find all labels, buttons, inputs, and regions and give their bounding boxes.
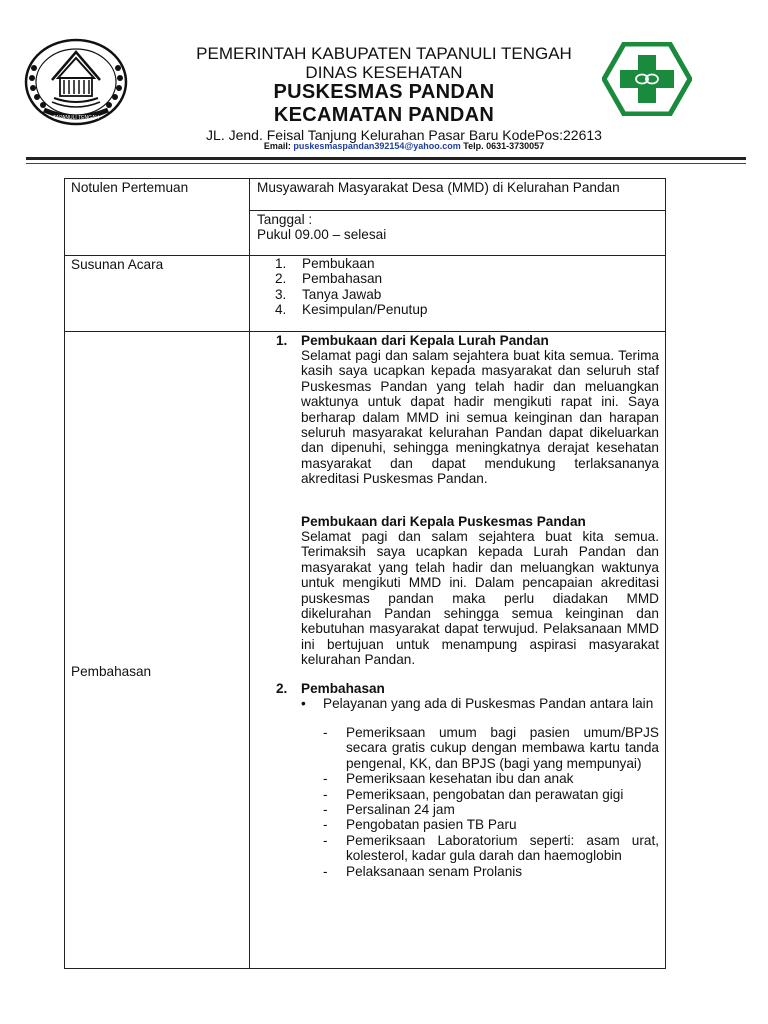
agenda-text: Pembahasan bbox=[302, 271, 383, 287]
services-intro: Pelayanan yang ada di Puskesmas Pandan antara lain bbox=[323, 696, 654, 711]
emblem-text: TAPANULI TENGAH bbox=[53, 115, 99, 121]
service-text: Pelaksanaan senam Prolanis bbox=[346, 863, 523, 879]
dash-icon: - bbox=[323, 802, 328, 818]
section1b-title: Pembukaan dari Kepala Puskesmas Pandan bbox=[301, 514, 586, 529]
service-text: Pemeriksaan kesehatan ibu dan anak bbox=[346, 771, 574, 787]
service-text: Pemeriksaan Laboratorium seperti: asam urat, kolesterol, kadar gula darah dan haemoglobin bbox=[346, 832, 659, 864]
service-text: Pemeriksaan umum bagi pasien umum/BPJS secara gratis cukup dengan membawa kartu tanda pengenal, KK, dan BPJS (bagi yang mempunyai) bbox=[346, 725, 659, 771]
table-divider-title bbox=[249, 210, 666, 211]
agenda-text: Pembukaan bbox=[302, 256, 375, 271]
meeting-time: Pukul 09.00 – selesai bbox=[257, 227, 387, 242]
section1-title: Pembukaan dari Kepala Lurah Pandan bbox=[301, 333, 549, 348]
agenda-list bbox=[275, 256, 427, 318]
dash-icon: - bbox=[323, 771, 328, 787]
section2-number: 2. bbox=[276, 681, 288, 696]
label-pembahasan: Pembahasan bbox=[71, 664, 152, 679]
dash-icon: - bbox=[323, 725, 328, 740]
list-item bbox=[323, 802, 659, 817]
list-item bbox=[323, 725, 659, 771]
header-address: JL. Jend. Feisal Tanjung Kelurahan Pasar Baru KodePos:22613 bbox=[206, 127, 602, 143]
agenda-text: Kesimpulan/Penutup bbox=[302, 302, 428, 318]
email-link[interactable]: puskesmaspandan392154@yahoo.com bbox=[293, 141, 461, 151]
service-text: Pengobatan pasien TB Paru bbox=[346, 817, 517, 833]
table-divider-row2 bbox=[64, 331, 666, 332]
list-item bbox=[323, 817, 659, 832]
list-item bbox=[323, 864, 659, 879]
services-list bbox=[323, 725, 659, 879]
label-notulen: Notulen Pertemuan bbox=[71, 180, 189, 195]
list-item bbox=[275, 287, 427, 302]
agenda-number: 1. bbox=[275, 256, 287, 271]
agenda-text: Tanya Jawab bbox=[302, 286, 382, 302]
agenda-number: 2. bbox=[275, 271, 287, 287]
dash-icon: - bbox=[323, 817, 328, 833]
section1-number: 1. bbox=[276, 333, 288, 348]
header-puskesmas: PUSKESMAS PANDAN bbox=[273, 81, 495, 103]
service-text: Pemeriksaan, pengobatan dan perawatan gigi bbox=[346, 786, 624, 802]
section1b-text: Selamat pagi dan salam sejahtera buat kita semua. Terimaksih saya ucapkan kepada Lurah Pandan dan masyarakat yang telah hadir dan meluangkan waktunya untuk mengikuti MMD ini. Dalam pencapaian akreditasi puskesmas pandan maka perlu diadakan MMD dikelurahan Pandan sehingga semua keinginan dan kebutuhan masyarakat dapat terwujud. Pelaksanaan MMD ini bertujuan untuk menampung aspirasi masyarakat kelurahan Pandan. bbox=[301, 529, 659, 668]
phone-text: Telp. 0631-3730057 bbox=[460, 141, 545, 151]
agenda-number: 4. bbox=[275, 302, 287, 318]
list-item bbox=[275, 256, 427, 271]
kabupaten-emblem-icon bbox=[24, 38, 128, 126]
header-rule-thick bbox=[26, 157, 746, 160]
label-susunan-acara: Susunan Acara bbox=[71, 257, 164, 272]
meeting-title: Musyawarah Masyarakat Desa (MMD) di Kelurahan Pandan bbox=[257, 180, 620, 195]
dash-icon: - bbox=[323, 863, 328, 879]
meeting-date: Tanggal : bbox=[257, 212, 313, 227]
email-label: Email: bbox=[263, 141, 294, 151]
list-item bbox=[323, 787, 659, 802]
agenda-number: 3. bbox=[275, 286, 287, 302]
list-item bbox=[323, 771, 659, 786]
list-item bbox=[323, 833, 659, 864]
dash-icon: - bbox=[323, 832, 328, 848]
list-item bbox=[275, 271, 427, 286]
header-kecamatan: KECAMATAN PANDAN bbox=[273, 104, 495, 126]
header-contact bbox=[140, 141, 668, 151]
dash-icon: - bbox=[323, 786, 328, 802]
service-text: Persalinan 24 jam bbox=[346, 802, 455, 818]
section2-title: Pembahasan bbox=[301, 681, 385, 696]
table-column-divider bbox=[249, 178, 250, 969]
list-item bbox=[275, 302, 427, 317]
header-department: DINAS KESEHATAN bbox=[305, 63, 463, 82]
header-rule-thin bbox=[26, 163, 746, 164]
header-government: PEMERINTAH KABUPATEN TAPANULI TENGAH bbox=[196, 44, 572, 63]
bullet-icon: • bbox=[301, 696, 306, 711]
section1-text: Selamat pagi dan salam sejahtera buat kita semua. Terima kasih saya ucapkan kepada masyarakat dan seluruh staf Puskesmas Pandan yang telah hadir dan meluangkan waktunya untuk dapat hadir mengikuti rapat ini. Saya berharap dalam MMD ini semua keinginan dan harapan seluruh masyarakat kelurahan Pandan dapat dikeluarkan dan dipenuhi, sehingga meningkatnya derajat kesehatan masyarakat dan dapat mendukung terlaksananya akreditasi Puskesmas Pandan. bbox=[301, 348, 659, 487]
